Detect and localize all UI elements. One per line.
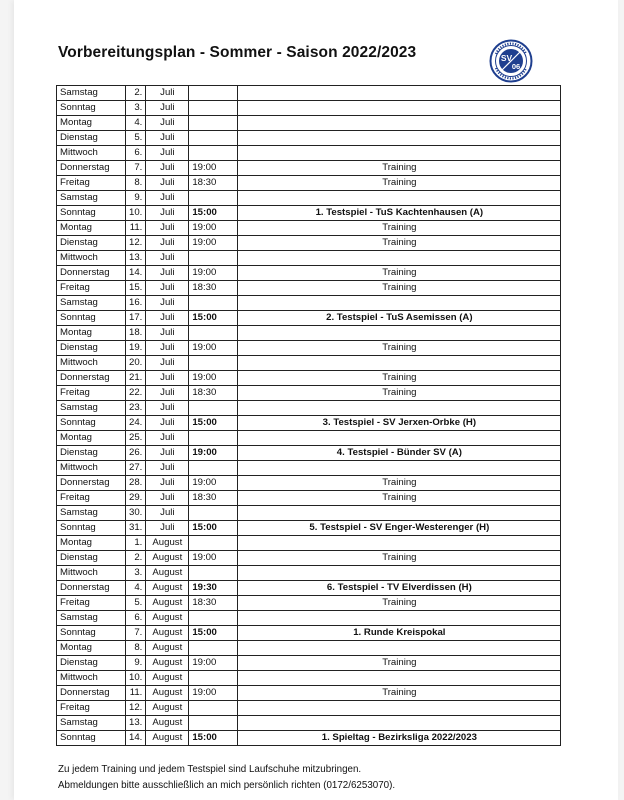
time-cell: 19:00 [189, 371, 238, 386]
date-cell: 3. [126, 101, 146, 116]
day-cell: Dienstag [57, 236, 126, 251]
day-cell: Dienstag [57, 551, 126, 566]
time-cell [189, 701, 238, 716]
event-cell [238, 641, 561, 656]
event-cell [238, 566, 561, 581]
day-cell: Donnerstag [57, 266, 126, 281]
event-cell [238, 191, 561, 206]
month-cell: Juli [146, 416, 189, 431]
day-cell: Donnerstag [57, 476, 126, 491]
date-cell: 16. [126, 296, 146, 311]
day-cell: Dienstag [57, 656, 126, 671]
event-cell [238, 671, 561, 686]
table-row [57, 386, 561, 401]
time-cell [189, 86, 238, 101]
table-row [57, 326, 561, 341]
date-cell: 5. [126, 131, 146, 146]
day-cell: Samstag [57, 191, 126, 206]
day-cell: Mittwoch [57, 251, 126, 266]
event-cell [238, 86, 561, 101]
table-row [57, 131, 561, 146]
month-cell: Juli [146, 341, 189, 356]
day-cell: Sonntag [57, 311, 126, 326]
date-cell: 17. [126, 311, 146, 326]
event-cell: 1. Testspiel - TuS Kachtenhausen (A) [238, 206, 561, 221]
time-cell [189, 146, 238, 161]
month-cell: Juli [146, 251, 189, 266]
month-cell: Juli [146, 206, 189, 221]
time-cell: 15:00 [189, 311, 238, 326]
time-cell [189, 671, 238, 686]
event-cell: Training [238, 491, 561, 506]
month-cell: Juli [146, 326, 189, 341]
day-cell: Montag [57, 326, 126, 341]
time-cell: 19:00 [189, 656, 238, 671]
event-cell: 3. Testspiel - SV Jerxen-Orbke (H) [238, 416, 561, 431]
month-cell: Juli [146, 236, 189, 251]
date-cell: 12. [126, 236, 146, 251]
date-cell: 14. [126, 731, 146, 746]
table-row [57, 161, 561, 176]
event-cell: Training [238, 341, 561, 356]
time-cell: 15:00 [189, 626, 238, 641]
month-cell: Juli [146, 86, 189, 101]
event-cell [238, 116, 561, 131]
day-cell: Samstag [57, 86, 126, 101]
date-cell: 10. [126, 671, 146, 686]
date-cell: 14. [126, 266, 146, 281]
day-cell: Sonntag [57, 101, 126, 116]
event-cell [238, 131, 561, 146]
day-cell: Montag [57, 116, 126, 131]
table-row [57, 581, 561, 596]
day-cell: Donnerstag [57, 686, 126, 701]
time-cell: 15:00 [189, 416, 238, 431]
table-row [57, 266, 561, 281]
date-cell: 9. [126, 191, 146, 206]
table-row [57, 506, 561, 521]
day-cell: Montag [57, 641, 126, 656]
schedule-table [56, 85, 561, 746]
event-cell: Training [238, 386, 561, 401]
date-cell: 13. [126, 251, 146, 266]
event-cell [238, 611, 561, 626]
day-cell: Freitag [57, 491, 126, 506]
table-row [57, 356, 561, 371]
event-cell: Training [238, 281, 561, 296]
date-cell: 4. [126, 581, 146, 596]
time-cell: 19:00 [189, 686, 238, 701]
day-cell: Donnerstag [57, 161, 126, 176]
date-cell: 6. [126, 611, 146, 626]
event-cell [238, 401, 561, 416]
club-crest-icon [489, 39, 533, 83]
table-row [57, 491, 561, 506]
event-cell: 1. Runde Kreispokal [238, 626, 561, 641]
table-row [57, 221, 561, 236]
date-cell: 3. [126, 566, 146, 581]
table-row [57, 251, 561, 266]
time-cell [189, 356, 238, 371]
time-cell: 19:00 [189, 236, 238, 251]
event-cell: Training [238, 266, 561, 281]
time-cell: 18:30 [189, 176, 238, 191]
day-cell: Mittwoch [57, 356, 126, 371]
day-cell: Donnerstag [57, 371, 126, 386]
month-cell: Juli [146, 146, 189, 161]
table-row [57, 401, 561, 416]
time-cell [189, 506, 238, 521]
day-cell: Dienstag [57, 131, 126, 146]
time-cell [189, 641, 238, 656]
date-cell: 7. [126, 161, 146, 176]
month-cell: August [146, 656, 189, 671]
table-row [57, 416, 561, 431]
table-row [57, 446, 561, 461]
table-row [57, 626, 561, 641]
date-cell: 22. [126, 386, 146, 401]
event-cell: Training [238, 551, 561, 566]
day-cell: Freitag [57, 176, 126, 191]
month-cell: Juli [146, 281, 189, 296]
month-cell: Juli [146, 506, 189, 521]
time-cell [189, 716, 238, 731]
month-cell: August [146, 701, 189, 716]
month-cell: Juli [146, 476, 189, 491]
event-cell [238, 356, 561, 371]
table-row [57, 731, 561, 746]
time-cell: 19:00 [189, 446, 238, 461]
logo-text-sv: SV [500, 53, 513, 63]
date-cell: 30. [126, 506, 146, 521]
time-cell: 15:00 [189, 731, 238, 746]
day-cell: Samstag [57, 611, 126, 626]
table-row [57, 566, 561, 581]
date-cell: 24. [126, 416, 146, 431]
footer-line-2: Abmeldungen bitte ausschließlich an mich persönlich richten (0172/6253070). [58, 780, 396, 791]
date-cell: 27. [126, 461, 146, 476]
month-cell: Juli [146, 101, 189, 116]
month-cell: Juli [146, 116, 189, 131]
date-cell: 7. [126, 626, 146, 641]
date-cell: 11. [126, 221, 146, 236]
event-cell: 6. Testspiel - TV Elverdissen (H) [238, 581, 561, 596]
footer-notes [58, 762, 395, 794]
event-cell: Training [238, 686, 561, 701]
event-cell: Training [238, 176, 561, 191]
table-row [57, 116, 561, 131]
date-cell: 4. [126, 116, 146, 131]
month-cell: August [146, 671, 189, 686]
table-row [57, 656, 561, 671]
month-cell: August [146, 611, 189, 626]
day-cell: Montag [57, 431, 126, 446]
event-cell [238, 716, 561, 731]
day-cell: Dienstag [57, 446, 126, 461]
month-cell: Juli [146, 266, 189, 281]
month-cell: August [146, 716, 189, 731]
time-cell: 19:30 [189, 581, 238, 596]
time-cell: 18:30 [189, 491, 238, 506]
date-cell: 29. [126, 491, 146, 506]
event-cell: Training [238, 371, 561, 386]
month-cell: Juli [146, 386, 189, 401]
time-cell: 19:00 [189, 161, 238, 176]
month-cell: Juli [146, 461, 189, 476]
date-cell: 18. [126, 326, 146, 341]
event-cell: 4. Testspiel - Bünder SV (A) [238, 446, 561, 461]
table-row [57, 521, 561, 536]
event-cell: Training [238, 656, 561, 671]
time-cell: 15:00 [189, 521, 238, 536]
logo-text-06: 06 [511, 62, 521, 71]
time-cell [189, 131, 238, 146]
table-row [57, 101, 561, 116]
month-cell: Juli [146, 131, 189, 146]
event-cell [238, 431, 561, 446]
time-cell: 18:30 [189, 281, 238, 296]
time-cell: 19:00 [189, 341, 238, 356]
table-row [57, 551, 561, 566]
day-cell: Samstag [57, 296, 126, 311]
day-cell: Samstag [57, 401, 126, 416]
event-cell [238, 326, 561, 341]
time-cell [189, 401, 238, 416]
time-cell [189, 461, 238, 476]
day-cell: Samstag [57, 506, 126, 521]
table-row [57, 476, 561, 491]
footer-line-1: Zu jedem Training und jedem Testspiel sind Laufschuhe mitzubringen. [58, 764, 362, 775]
event-cell: 2. Testspiel - TuS Asemissen (A) [238, 311, 561, 326]
table-row [57, 461, 561, 476]
day-cell: Mittwoch [57, 146, 126, 161]
table-row [57, 611, 561, 626]
event-cell: Training [238, 596, 561, 611]
month-cell: August [146, 566, 189, 581]
month-cell: August [146, 581, 189, 596]
table-row [57, 701, 561, 716]
table-row [57, 641, 561, 656]
time-cell: 19:00 [189, 221, 238, 236]
day-cell: Sonntag [57, 521, 126, 536]
day-cell: Montag [57, 221, 126, 236]
event-cell: Training [238, 161, 561, 176]
month-cell: August [146, 536, 189, 551]
date-cell: 1. [126, 536, 146, 551]
event-cell: Training [238, 221, 561, 236]
day-cell: Freitag [57, 596, 126, 611]
date-cell: 23. [126, 401, 146, 416]
day-cell: Samstag [57, 716, 126, 731]
event-cell: Training [238, 236, 561, 251]
date-cell: 20. [126, 356, 146, 371]
date-cell: 26. [126, 446, 146, 461]
day-cell: Sonntag [57, 626, 126, 641]
date-cell: 2. [126, 86, 146, 101]
month-cell: Juli [146, 296, 189, 311]
event-cell [238, 461, 561, 476]
time-cell [189, 431, 238, 446]
table-row [57, 86, 561, 101]
table-row [57, 686, 561, 701]
time-cell [189, 191, 238, 206]
event-cell [238, 506, 561, 521]
month-cell: Juli [146, 356, 189, 371]
table-row [57, 311, 561, 326]
time-cell [189, 251, 238, 266]
date-cell: 8. [126, 641, 146, 656]
month-cell: Juli [146, 521, 189, 536]
table-row [57, 371, 561, 386]
month-cell: August [146, 626, 189, 641]
time-cell: 19:00 [189, 266, 238, 281]
day-cell: Montag [57, 536, 126, 551]
table-row [57, 206, 561, 221]
time-cell: 19:00 [189, 476, 238, 491]
month-cell: Juli [146, 401, 189, 416]
event-cell: 5. Testspiel - SV Enger-Westerenger (H) [238, 521, 561, 536]
event-cell: 1. Spieltag - Bezirksliga 2022/2023 [238, 731, 561, 746]
time-cell [189, 611, 238, 626]
month-cell: Juli [146, 371, 189, 386]
table-row [57, 191, 561, 206]
table-row [57, 176, 561, 191]
date-cell: 8. [126, 176, 146, 191]
table-row [57, 431, 561, 446]
table-row [57, 671, 561, 686]
date-cell: 15. [126, 281, 146, 296]
month-cell: August [146, 551, 189, 566]
day-cell: Mittwoch [57, 461, 126, 476]
day-cell: Sonntag [57, 731, 126, 746]
date-cell: 9. [126, 656, 146, 671]
date-cell: 10. [126, 206, 146, 221]
time-cell [189, 296, 238, 311]
day-cell: Dienstag [57, 341, 126, 356]
event-cell [238, 701, 561, 716]
month-cell: Juli [146, 431, 189, 446]
month-cell: Juli [146, 491, 189, 506]
event-cell [238, 146, 561, 161]
time-cell: 19:00 [189, 551, 238, 566]
event-cell [238, 296, 561, 311]
day-cell: Freitag [57, 386, 126, 401]
day-cell: Freitag [57, 281, 126, 296]
table-row [57, 281, 561, 296]
time-cell: 18:30 [189, 596, 238, 611]
table-row [57, 146, 561, 161]
day-cell: Mittwoch [57, 671, 126, 686]
table-row [57, 236, 561, 251]
time-cell [189, 101, 238, 116]
event-cell [238, 101, 561, 116]
day-cell: Sonntag [57, 416, 126, 431]
date-cell: 31. [126, 521, 146, 536]
event-cell [238, 251, 561, 266]
table-row [57, 296, 561, 311]
month-cell: Juli [146, 161, 189, 176]
time-cell: 15:00 [189, 206, 238, 221]
day-cell: Sonntag [57, 206, 126, 221]
event-cell [238, 536, 561, 551]
date-cell: 25. [126, 431, 146, 446]
time-cell [189, 566, 238, 581]
month-cell: August [146, 686, 189, 701]
table-row [57, 716, 561, 731]
event-cell: Training [238, 476, 561, 491]
month-cell: August [146, 596, 189, 611]
time-cell: 18:30 [189, 386, 238, 401]
month-cell: Juli [146, 221, 189, 236]
date-cell: 12. [126, 701, 146, 716]
day-cell: Freitag [57, 701, 126, 716]
date-cell: 19. [126, 341, 146, 356]
date-cell: 21. [126, 371, 146, 386]
time-cell [189, 116, 238, 131]
date-cell: 5. [126, 596, 146, 611]
time-cell [189, 326, 238, 341]
month-cell: Juli [146, 176, 189, 191]
date-cell: 2. [126, 551, 146, 566]
day-cell: Donnerstag [57, 581, 126, 596]
date-cell: 11. [126, 686, 146, 701]
month-cell: August [146, 641, 189, 656]
day-cell: Mittwoch [57, 566, 126, 581]
page-title: Vorbereitungsplan - Sommer - Saison 2022/2023 [58, 44, 417, 61]
time-cell [189, 536, 238, 551]
month-cell: August [146, 731, 189, 746]
month-cell: Juli [146, 191, 189, 206]
date-cell: 28. [126, 476, 146, 491]
table-row [57, 596, 561, 611]
date-cell: 13. [126, 716, 146, 731]
date-cell: 6. [126, 146, 146, 161]
month-cell: Juli [146, 311, 189, 326]
month-cell: Juli [146, 446, 189, 461]
table-row [57, 536, 561, 551]
table-row [57, 341, 561, 356]
